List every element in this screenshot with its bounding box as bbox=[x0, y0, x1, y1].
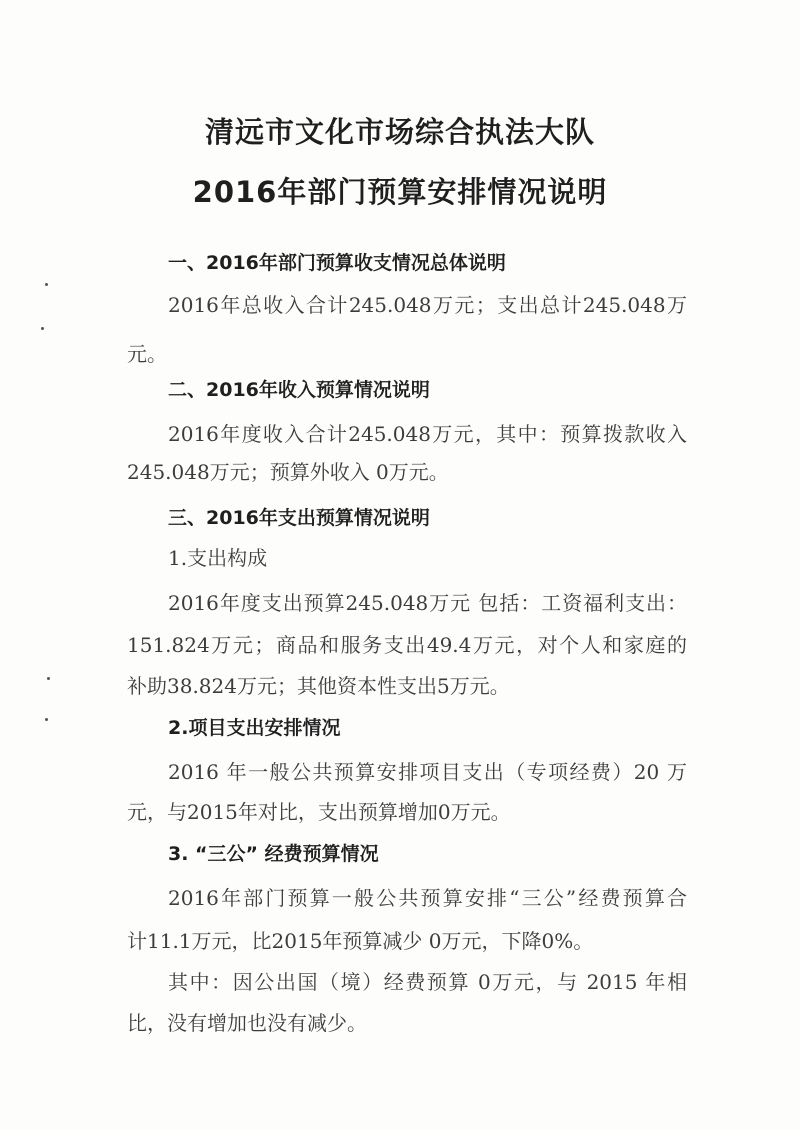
sub3-heading: 3. “三公” 经费预算情况 bbox=[168, 843, 379, 865]
scan-speck bbox=[47, 677, 50, 680]
sub3-line4: 比，没有增加也没有减少。 bbox=[127, 1011, 367, 1035]
scan-speck bbox=[45, 718, 48, 721]
document-title-line1: 清远市文化市场综合执法大队 bbox=[204, 115, 595, 149]
sub1-line2: 151.824万元；商品和服务支出49.4万元，对个人和家庭的 bbox=[127, 633, 687, 657]
section1-heading: 一、2016年部门预算收支情况总体说明 bbox=[168, 252, 506, 274]
sub3-line3: 其中：因公出国（境）经费预算 0万元，与 2015 年相 bbox=[168, 970, 687, 994]
sub2-line1: 2016 年一般公共预算安排项目支出（专项经费）20 万 bbox=[168, 760, 687, 784]
sub3-line1: 2016年部门预算一般公共预算安排“三公”经费预算合 bbox=[168, 886, 687, 910]
sub1-heading: 1.支出构成 bbox=[168, 546, 268, 570]
section1-paragraph-line2: 元。 bbox=[127, 342, 167, 366]
sub3-line2: 计11.1万元，比2015年预算减少 0万元，下降0%。 bbox=[127, 929, 594, 953]
sub2-line2: 元，与2015年对比，支出预算增加0万元。 bbox=[127, 800, 511, 824]
section2-paragraph-line1: 2016年度收入合计245.048万元，其中：预算拨款收入 bbox=[168, 422, 687, 446]
scan-speck bbox=[45, 283, 48, 286]
section2-heading: 二、2016年收入预算情况说明 bbox=[168, 379, 430, 401]
sub2-heading: 2.项目支出安排情况 bbox=[168, 717, 341, 739]
section1-paragraph-line1: 2016年总收入合计245.048万元；支出总计245.048万 bbox=[168, 293, 687, 317]
sub1-line1: 2016年度支出预算245.048万元 包括：工资福利支出： bbox=[168, 591, 687, 615]
scan-speck bbox=[41, 327, 44, 330]
section3-heading: 三、2016年支出预算情况说明 bbox=[168, 507, 430, 529]
sub1-line3: 补助38.824万元；其他资本性支出5万元。 bbox=[127, 674, 510, 698]
section2-paragraph-line2: 245.048万元；预算外收入 0万元。 bbox=[127, 460, 449, 484]
document-title-line2: 2016年部门预算安排情况说明 bbox=[192, 175, 608, 209]
